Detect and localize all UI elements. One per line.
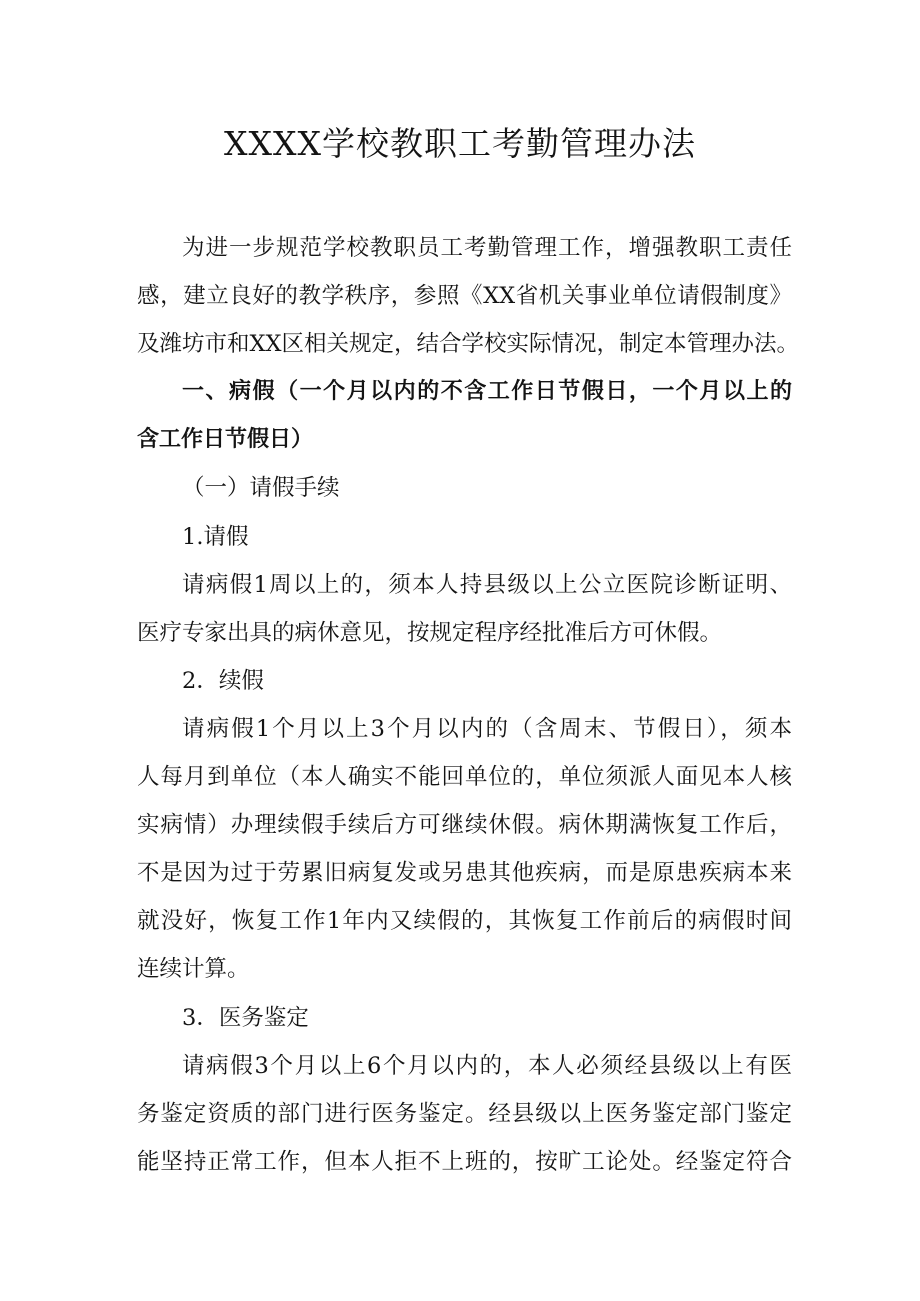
- item-heading: 3．医务鉴定: [182, 1004, 309, 1031]
- item-heading: 1.请假: [182, 523, 249, 550]
- paragraph-line: 就没好，恢复工作1年内又续假的，其恢复工作前后的病假时间: [137, 908, 792, 935]
- paragraph-line: 感，建立良好的教学秩序，参照《XX省机关事业单位请假制度》: [137, 283, 792, 310]
- subsection-heading: （一）请假手续: [182, 475, 340, 502]
- paragraph-line: 不是因为过于劳累旧病复发或另患其他疾病，而是原患疾病本来: [137, 860, 792, 887]
- paragraph-line: 请病假1个月以上3个月以内的（含周末、节假日），须本: [182, 715, 792, 742]
- paragraph-line: 务鉴定资质的部门进行医务鉴定。经县级以上医务鉴定部门鉴定: [137, 1100, 792, 1127]
- paragraph-line: 为进一步规范学校教职员工考勤管理工作，增强教职工责任: [182, 235, 792, 261]
- document-body: [137, 224, 800, 1186]
- item-heading: 2．续假: [182, 667, 264, 694]
- section-heading-line: 一、病假（一个月以内的不含工作日节假日，一个月以上的: [182, 379, 792, 405]
- paragraph-line: 医疗专家出具的病休意见，按规定程序经批准后方可休假。: [137, 619, 723, 646]
- paragraph-line: 及潍坊市和XX区相关规定，结合学校实际情况，制定本管理办法。: [137, 331, 800, 358]
- section-heading-line: 含工作日节假日）: [137, 427, 314, 453]
- paragraph-line: 请病假3个月以上6个月以内的，本人必须经县级以上有医: [182, 1052, 792, 1079]
- paragraph-line: 请病假1周以上的，须本人持县级以上公立医院诊断证明、: [182, 571, 792, 598]
- paragraph-line: 人每月到单位（本人确实不能回单位的，单位须派人面见本人核: [137, 764, 792, 791]
- document-title: XXXX学校教职工考勤管理办法: [224, 124, 696, 163]
- paragraph-line: 实病情）办理续假手续后方可继续休假。病休期满恢复工作后，: [137, 812, 792, 839]
- paragraph-line: 连续计算。: [137, 956, 250, 983]
- paragraph-line: 能坚持正常工作，但本人拒不上班的，按旷工论处。经鉴定符合: [137, 1148, 792, 1175]
